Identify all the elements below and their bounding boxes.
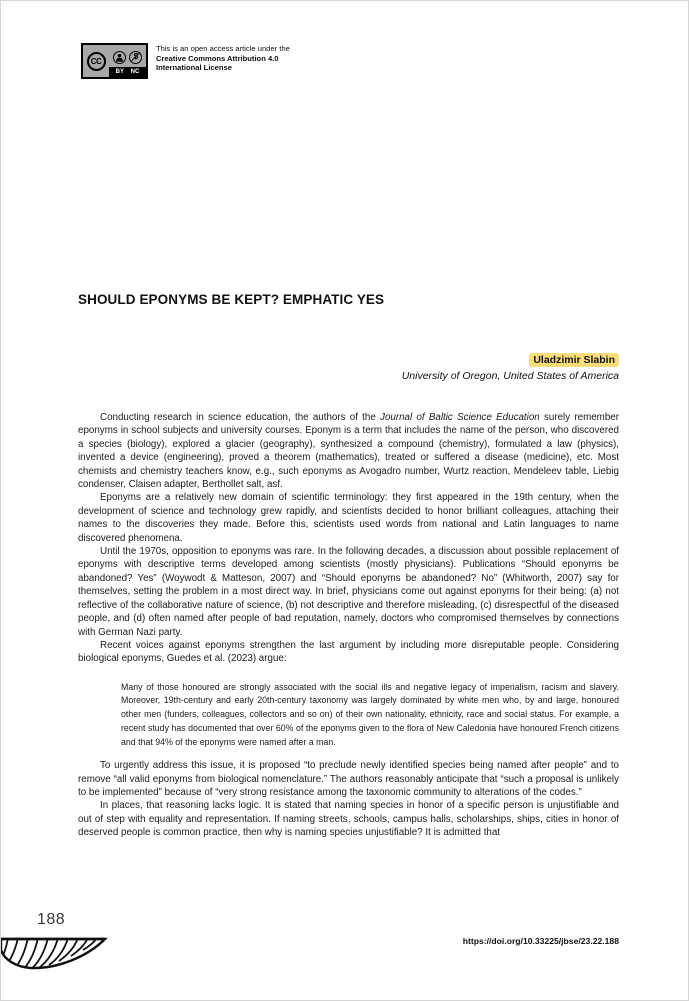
paragraph-5: To urgently address this issue, it is proposed “to preclude newly identified species being named after people” and to remove “all valid eponyms from biological nomenclature.” The authors reasonably anticipate that “such a proposal is unlikely to be implemented” because of “very strong resistance among the taxonomic community to alterations of the codes.” [78, 760, 619, 799]
cc-badge-right [109, 45, 146, 77]
paragraph-1-text: Conducting research in science education, the authors of the [100, 412, 381, 423]
non-commercial-icon [129, 51, 142, 64]
license-text [156, 43, 290, 79]
author-affiliation: University of Oregon, United States of America [401, 370, 619, 382]
cc-license-badge[interactable] [81, 43, 148, 79]
journal-name-italic: Journal of Baltic Science Education [380, 412, 540, 423]
paragraph-3: Until the 1970s, opposition to eponyms was rare. In the following decades, a discussion about possible replacement of eponyms with descriptive terms developed among scientists (mostly physicians). Publications “Should eponyms be abandoned? Yes” (Woywodt & Matteson, 2007) and “Should eponyms be abandoned? No” (Whitworth, 2007) say for themselves, setting the problem in a most direct way. In brief, physicians come out against eponyms for their being: (a) not reflective of the collaborative nature of science, (b) not descriptive and therefore misleading, (c) disrespectful of the diseased people, and (d) often named after people of bad reputation, namely, doctors who compromised themselves by connections with German Nazi party. [78, 546, 619, 638]
article-title: SHOULD EPONYMS BE KEPT? EMPHATIC YES [78, 292, 385, 307]
block-quote: Many of those honoured are strongly associated with the social ills and negative legacy of imperialism, racism and slavery. Moreover, 19th-century and early 20th-century taxonomy was largely dominated by white men who, by and large, honoured other men (funders, colleagues, collectors and so on) of their own nationality, ethnicity, race and social status. For example, a recent study has documented that over 60% of the eponyms given to the flora of New Caledonia have honoured French citizens and that 94% of the eponyms were named after a man. [121, 681, 619, 747]
cc-icon: CC [87, 52, 106, 71]
paragraph-4: Recent voices against eponyms strengthen the last argument by including more disreputable people. Considering biological eponyms, Guedes et al. (2023) argue: [78, 639, 619, 665]
paragraph-1 [78, 411, 619, 491]
attribution-person-icon [113, 51, 126, 64]
article-body [78, 411, 619, 840]
paragraph-2: Eponyms are a relatively new domain of scientific terminology: they first appeared in the 19th century, when the development of science and technology grew rapidly, and scientists decided to honor brilliant colleagues, attaching their names to the discoveries they made. Before this, scientists used words from national and Latin languages to name discovered phenomena. [78, 492, 619, 544]
doi-link[interactable]: https://doi.org/10.33225/jbse/23.22.188 [462, 936, 619, 946]
cc-labels-row [109, 67, 146, 77]
paragraph-1-text-cont: surely remember eponyms in school subjects and university courses. Eponym is a term that includes the name of the person, who discovered a species (biology), explored a glacier (geography), synthesized a compound (chemistry), formulated a law (physics), invented a device (engineering), proved a theorem (mathematics), treated or suffered a disease (medicine), etc. Most chemists and chemistry teachers know, e.g., such eponyms as Avogadro number, Wurtz reaction, Mendeleev table, Liebig condenser, Claisen adapter, Berthollet salt, asf. [78, 412, 620, 491]
license-text-line2: Creative Commons Attribution 4.0 [156, 53, 279, 63]
license-text-line1: This is an open access article under the [156, 44, 290, 53]
paragraph-6: In places, that reasoning lacks logic. It is stated that naming species in honor of a specific person is unjustifiable and out of step with equality and representation. If naming streets, schools, campus halls, scholarships, ships, cities in honor of deserved people is common practice, then why is naming species unjustifiable? It is admitted that [78, 800, 619, 839]
page-number: 188 [37, 911, 66, 928]
author-name: Uladzimir Slabin [529, 353, 619, 367]
license-text-line3: International License [156, 63, 232, 73]
author-name-wrap [78, 350, 619, 368]
author-block [78, 350, 619, 382]
cc-icons-row [109, 45, 146, 67]
by-label: BY [115, 69, 124, 75]
license-block [81, 43, 290, 79]
cc-badge-left [83, 45, 109, 77]
nc-label: NC [130, 69, 140, 75]
